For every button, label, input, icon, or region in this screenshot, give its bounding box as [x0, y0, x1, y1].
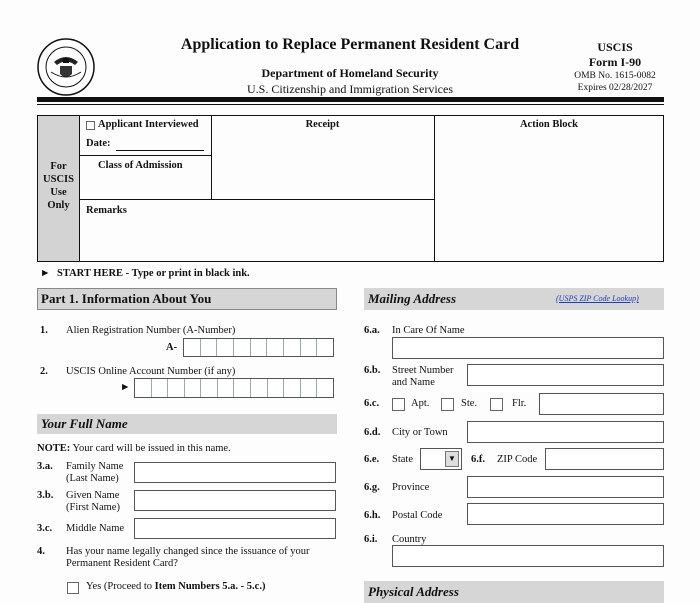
zip-code-label: ZIP Code — [497, 454, 538, 465]
q6a-number: 6.a. — [364, 325, 380, 336]
ste-checkbox[interactable] — [441, 398, 454, 411]
omb-number: OMB No. 1615-0082 — [574, 71, 656, 81]
city-label: City or Town — [392, 427, 448, 438]
physical-address-header: Physical Address — [368, 584, 459, 599]
family-name-label: Family Name (Last Name) — [66, 461, 124, 484]
start-here-instruction: START HERE - Type or print in black ink. — [57, 268, 250, 279]
postal-code-label: Postal Code — [392, 510, 443, 521]
expiration-date: Expires 02/28/2027 — [577, 83, 653, 93]
postal-code-input[interactable] — [467, 503, 664, 525]
remarks-label: Remarks — [86, 205, 127, 216]
header-rule — [37, 97, 664, 102]
usps-zip-lookup-link[interactable]: (USPS ZIP Code Lookup) — [556, 294, 639, 303]
q6f-number: 6.f. — [471, 454, 485, 465]
q6i-number: 6.i. — [364, 534, 378, 545]
name-changed-yes-checkbox[interactable] — [67, 582, 79, 594]
account-arrow-icon: ► — [120, 382, 131, 393]
action-block-label: Action Block — [519, 119, 579, 130]
q2-number: 2. — [40, 366, 48, 377]
divider — [434, 115, 435, 262]
divider — [80, 155, 211, 156]
flr-label: Flr. — [512, 398, 527, 409]
date-label: Date: — [86, 138, 111, 149]
class-of-admission-label: Class of Admission — [98, 160, 183, 171]
chevron-down-icon[interactable]: ▼ — [445, 451, 459, 467]
agency-name: U.S. Citizenship and Immigration Services — [247, 82, 453, 96]
part1-header: Part 1. Information About You — [41, 291, 212, 306]
start-here-arrow: ► — [40, 268, 51, 279]
street-label: Street Number and Name — [392, 365, 454, 388]
given-name-label: Given Name (First Name) — [66, 490, 120, 513]
country-label: Country — [392, 534, 427, 545]
city-input[interactable] — [467, 421, 664, 443]
receipt-label: Receipt — [305, 119, 340, 130]
q3c-number: 3.c. — [37, 523, 53, 534]
flr-checkbox[interactable] — [490, 398, 503, 411]
q4-number: 4. — [37, 546, 45, 557]
applicant-interviewed-label: Applicant Interviewed — [98, 119, 199, 130]
name-change-question: Has your name legally changed since the issuance of your Permanent Resident Card? — [66, 546, 310, 569]
zip-code-input[interactable] — [545, 448, 664, 470]
department-name: Department of Homeland Security — [261, 66, 439, 80]
in-care-of-input[interactable] — [392, 337, 664, 359]
uscis-use-only-box — [37, 115, 664, 262]
name-note: NOTE: Your card will be issued in this name. — [37, 443, 231, 454]
online-account-number-input[interactable] — [134, 378, 334, 398]
q2-label: USCIS Online Account Number (if any) — [66, 366, 236, 377]
province-input[interactable] — [467, 476, 664, 498]
q6d-number: 6.d. — [364, 427, 381, 438]
q6g-number: 6.g. — [364, 482, 380, 493]
unit-number-input[interactable] — [539, 393, 664, 415]
q1-number: 1. — [40, 325, 48, 336]
ste-label: Ste. — [461, 398, 478, 409]
q3a-number: 3.a. — [37, 461, 53, 472]
apt-label: Apt. — [411, 398, 430, 409]
name-changed-yes-label: Yes (Proceed to Item Numbers 5.a. - 5.c.) — [86, 581, 266, 592]
street-input[interactable] — [467, 364, 664, 386]
form-number: Form I-90 — [588, 55, 642, 69]
header-rule-thin — [37, 104, 664, 105]
q1-label: Alien Registration Number (A-Number) — [66, 325, 236, 336]
q6c-number: 6.c. — [364, 398, 380, 409]
state-label: State — [392, 454, 413, 465]
middle-name-label: Middle Name — [66, 523, 125, 534]
q6e-number: 6.e. — [364, 454, 380, 465]
uscis-side-label: For USCIS Use Only — [43, 161, 74, 211]
family-name-input[interactable] — [134, 462, 336, 483]
q6h-number: 6.h. — [364, 510, 381, 521]
country-input[interactable] — [392, 545, 664, 567]
dhs-seal-logo — [37, 38, 95, 96]
date-line[interactable] — [116, 150, 204, 151]
full-name-header: Your Full Name — [41, 416, 128, 431]
agency-short: USCIS — [597, 40, 633, 54]
mailing-address-header: Mailing Address — [368, 291, 457, 306]
in-care-of-label: In Care Of Name — [392, 325, 465, 336]
a-number-prefix: A- — [166, 342, 178, 353]
province-label: Province — [392, 482, 430, 493]
a-number-input[interactable] — [183, 338, 334, 357]
applicant-interviewed-checkbox[interactable] — [86, 121, 95, 130]
middle-name-input[interactable] — [134, 518, 336, 539]
form-title: Application to Replace Permanent Resident Card — [180, 36, 520, 53]
apt-checkbox[interactable] — [392, 398, 405, 411]
given-name-input[interactable] — [134, 490, 336, 511]
q6b-number: 6.b. — [364, 365, 381, 376]
divider — [80, 199, 434, 200]
q3b-number: 3.b. — [37, 490, 54, 501]
